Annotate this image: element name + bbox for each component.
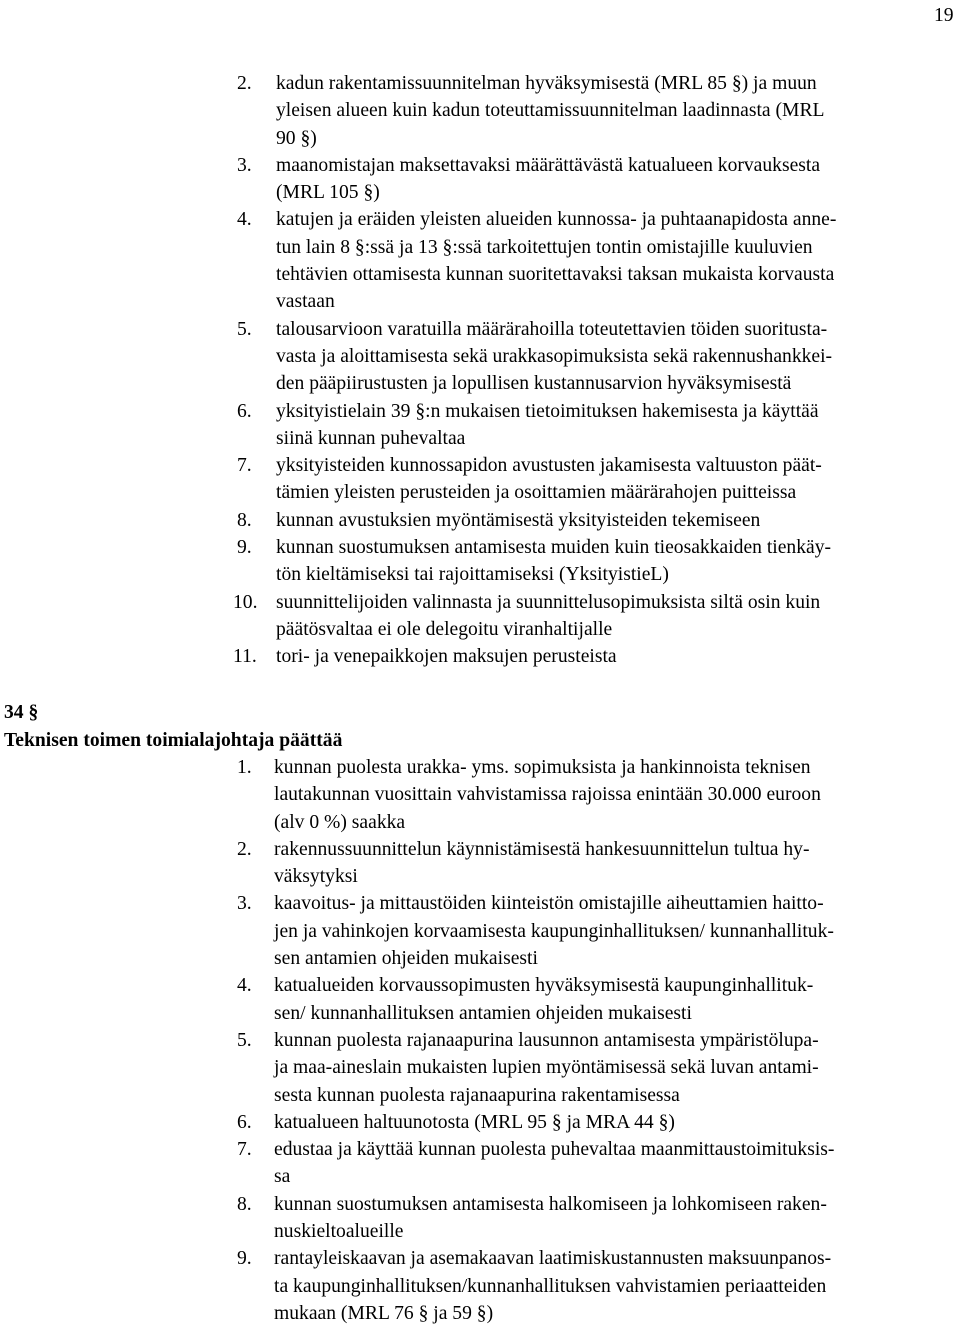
item-text: tori- ja venepaikkojen maksujen perusteista — [276, 646, 617, 668]
item-text: rakennussuunnittelun käynnistämisestä hankesuunnittelun tultua hy- väksytyksi — [274, 838, 810, 888]
decision-list — [237, 754, 957, 1327]
list-item — [237, 452, 957, 507]
list-item — [237, 1027, 957, 1109]
item-number: 8. — [237, 509, 252, 531]
item-number: 7. — [237, 455, 252, 477]
item-text: yksityisteiden kunnossapidon avustusten jakamisesta valtuuston päät- tämien yleisten perusteiden ja osoittamien määrärahojen puitteissa — [276, 455, 822, 504]
item-text: katualueen haltuunotosta (MRL 95 § ja MRA 44 §) — [274, 1111, 675, 1133]
item-number: 3. — [237, 893, 252, 915]
item-text: kunnan suostumuksen antamisesta halkomiseen ja lohkomiseen raken- nuskieltoalueille — [274, 1193, 827, 1243]
section-title: Teknisen toimen toimialajohtaja päättää — [4, 730, 343, 751]
item-number: 9. — [237, 1248, 252, 1270]
item-text: kunnan avustuksien myöntämisestä yksityisteiden tekemiseen — [276, 509, 761, 531]
list-item — [237, 754, 957, 836]
list-item — [233, 643, 957, 670]
list-item — [237, 507, 957, 534]
list-item — [237, 534, 957, 589]
section-heading: 34 § — [4, 702, 39, 723]
list-item — [237, 972, 957, 1027]
item-number: 6. — [237, 400, 252, 422]
item-text: suunnittelijoiden valinnasta ja suunnittelusopimuksista siltä osin kuin päätösvaltaa ei ole delegoitu viranhaltijalle — [276, 591, 821, 640]
item-text: kadun rakentamissuunnitelman hyväksymisestä (MRL 85 §) ja muun yleisen alueen kuin kadun toteuttamissuunnitelman laadinnasta (MRL 90 §) — [276, 73, 825, 149]
item-text: kunnan suostumuksen antamisesta muiden kuin tieosakkaiden tienkäy- tön kieltämiseksi tai rajoittamiseksi (YksityistieL) — [276, 537, 832, 586]
item-text: rantayleiskaavan ja asemakaavan laatimiskustannusten maksuunpanos- ta kaupunginhallituksen/kunnanhallituksen vahvistamien periaatteiden mukaan (MRL 76 § ja 59 §) — [274, 1248, 832, 1324]
item-number: 9. — [237, 537, 252, 559]
item-text: katujen ja eräiden yleisten alueiden kunnossa- ja puhtaanapidosta anne- tun lain 8 §:ssä ja 13 §:ssä tarkoitettujen tontin omistajille kuuluvien tehtävien ottamisesta kunnan suoritettavaksi taksan mukaista korvausta vastaan — [276, 209, 837, 313]
item-text: kaavoitus- ja mittaustöiden kiinteistön omistajille aiheuttamien haitto- jen ja vahinkojen korvaamisesta kaupunginhallituksen/ kunnanhallituk- sen antamien ohjeiden mukaisesti — [274, 893, 834, 970]
item-number: 2. — [237, 73, 252, 94]
page-number: 19 — [934, 5, 954, 26]
list-item — [237, 890, 957, 972]
item-number: 8. — [237, 1193, 252, 1215]
item-number: 4. — [237, 209, 252, 231]
item-text: yksityistielain 39 §:n mukaisen tietoimituksen hakemisesta ja käyttää siinä kunnan puhevaltaa — [276, 400, 819, 449]
item-number: 7. — [237, 1139, 252, 1161]
list-item — [237, 836, 957, 891]
item-text: katualueiden korvaussopimusten hyväksymisestä kaupunginhallituk- sen/ kunnanhallituksen antamien ohjeiden mukaisesti — [274, 975, 814, 1024]
list-item — [237, 1109, 957, 1136]
item-text: kunnan puolesta urakka- yms. sopimuksista ja hankinnoista teknisen lautakunnan vuosittain vahvistamissa rajoissa enintään 30.000 euroon (alv 0 %) saakka — [274, 757, 821, 833]
item-text: talousarvioon varatuilla määrärahoilla toteutettavien töiden suoritusta- vasta ja aloittamisesta sekä urakkasopimuksista sekä rakennushankkei- den pääpiirustusten ja lopullisen kustannusarvion hyväksymisestä — [276, 318, 833, 395]
item-text: kunnan puolesta rajanaapurina lausunnon antamisesta ympäristölupa- ja maa-aineslain mukaisten lupien myöntämisessä sekä luvan antami- sesta kunnan puolesta rajanaapurina rakentamisessa — [274, 1029, 819, 1106]
item-number: 5. — [237, 318, 252, 340]
list-item — [237, 70, 957, 152]
list-item — [237, 1245, 957, 1327]
item-number: 6. — [237, 1111, 252, 1133]
list-item — [237, 1191, 957, 1246]
decision-list-continued — [233, 70, 957, 671]
item-number: 1. — [237, 757, 252, 778]
item-text: maanomistajan maksettavaksi määrättävästä katualueen korvauksesta (MRL 105 §) — [276, 154, 821, 204]
item-number: 3. — [237, 154, 252, 176]
item-number: 11. — [233, 646, 257, 668]
list-item — [237, 206, 957, 315]
item-number: 10. — [233, 591, 258, 613]
item-number: 4. — [237, 975, 252, 997]
item-number: 5. — [237, 1029, 252, 1051]
item-text: edustaa ja käyttää kunnan puolesta puhevaltaa maanmittaustoimituksis- sa — [274, 1139, 835, 1188]
list-item — [233, 589, 957, 644]
list-item — [237, 398, 957, 453]
list-item — [237, 152, 957, 207]
item-number: 2. — [237, 838, 252, 860]
list-item — [237, 1136, 957, 1191]
list-item — [237, 316, 957, 398]
